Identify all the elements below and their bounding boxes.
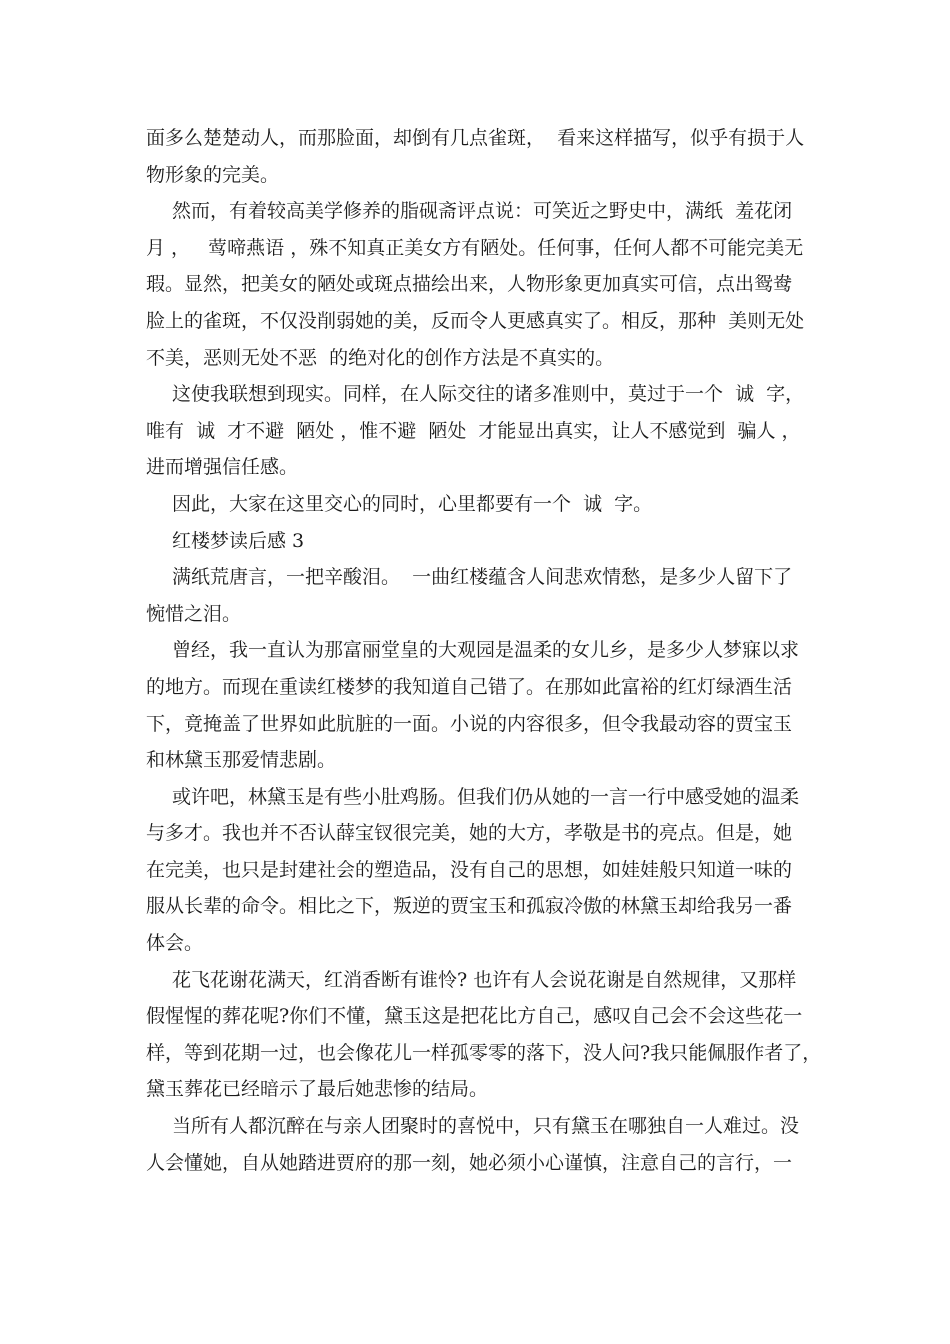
text-line: 然而，有着较高美学修养的脂砚斋评点说：可笑近之野史中，满纸 羞花闭 bbox=[172, 200, 793, 223]
document-body bbox=[146, 120, 822, 1181]
text-line: 脸上的雀斑，不仅没削弱她的美，反而令人更感真实了。相反，那种 美则无处 bbox=[146, 309, 805, 332]
text-line: 下，竟掩盖了世界如此肮脏的一面。小说的内容很多，但令我最动容的贾宝玉 bbox=[146, 712, 793, 735]
text-line: 或许吧，林黛玉是有些小肚鸡肠。但我们仍从她的一言一行中感受她的温柔 bbox=[172, 785, 800, 808]
text-line: 假惺惺的葬花呢?你们不懂，黛玉这是把花比方自己，感叹自己会不会这些花一 bbox=[146, 1005, 803, 1028]
text-line: 曾经，我一直认为那富丽堂皇的大观园是温柔的女儿乡，是多少人梦寐以求 bbox=[172, 639, 800, 662]
text-line: 和林黛玉那爱情悲剧。 bbox=[146, 749, 337, 772]
text-line: 满纸荒唐言，一把辛酸泪。 一曲红楼蕴含人间悲欢情愁，是多少人留下了 bbox=[172, 566, 793, 589]
text-line: 花飞花谢花满天，红消香断有谁怜? 也许有人会说花谢是自然规律，又那样 bbox=[172, 968, 797, 991]
text-line: 与多才。我也并不否认薛宝钗很完美，她的大方，孝敬是书的亮点。但是，她 bbox=[146, 822, 793, 845]
text-line: 惋惜之泪。 bbox=[146, 602, 242, 625]
text-line: 不美，恶则无处不恶 的绝对化的创作方法是不真实的。 bbox=[146, 346, 615, 369]
text-line: 物形象的完美。 bbox=[146, 163, 280, 186]
text-line: 红楼梦读后感 3 bbox=[172, 529, 305, 552]
text-line: 的地方。而现在重读红楼梦的我知道自己错了。在那如此富裕的红灯绿酒生活 bbox=[146, 675, 793, 698]
text-line: 体会。 bbox=[146, 932, 204, 955]
text-line: 人会懂她，自从她踏进贾府的那一刻，她必须小心谨慎，注意自己的言行，一 bbox=[146, 1151, 793, 1174]
text-line: 唯有 诚 才不避 陋处 ，惟不避 陋处 才能显出真实，让人不感觉到 骗人 ， bbox=[146, 419, 801, 442]
text-line: 面多么楚楚动人，而那脸面，却倒有几点雀斑， 看来这样描写，似乎有损于人 bbox=[146, 127, 805, 149]
text-line: 样，等到花期一过，也会像花儿一样孤零零的落下，没人问?我只能佩服作者了， bbox=[146, 1041, 822, 1064]
text-line: 瑕。显然，把美女的陋处或斑点描绘出来，人物形象更加真实可信，点出鸳鸯 bbox=[146, 273, 793, 296]
text-line: 黛玉葬花已经暗示了最后她悲惨的结局。 bbox=[146, 1078, 489, 1101]
text-line: 在完美，也只是封建社会的塑造品，没有自己的思想，如娃娃般只知道一味的 bbox=[146, 858, 793, 881]
text-line: 月 ， 莺啼燕语 ，殊不知真正美女方有陋处。任何事，任何人都不可能完美无 bbox=[146, 236, 804, 259]
text-line: 服从长辈的命令。相比之下，叛逆的贾宝玉和孤寂冷傲的林黛玉却给我另一番 bbox=[146, 895, 793, 918]
text-line: 进而增强信任感。 bbox=[146, 456, 299, 479]
text-line: 当所有人都沉醉在与亲人团聚时的喜悦中，只有黛玉在哪独自一人难过。没 bbox=[172, 1115, 800, 1138]
text-line: 因此，大家在这里交心的同时，心里都要有一个 诚 字。 bbox=[172, 492, 653, 515]
text-line: 这使我联想到现实。同样，在人际交往的诸多准则中，莫过于一个 诚 字， bbox=[172, 383, 805, 406]
